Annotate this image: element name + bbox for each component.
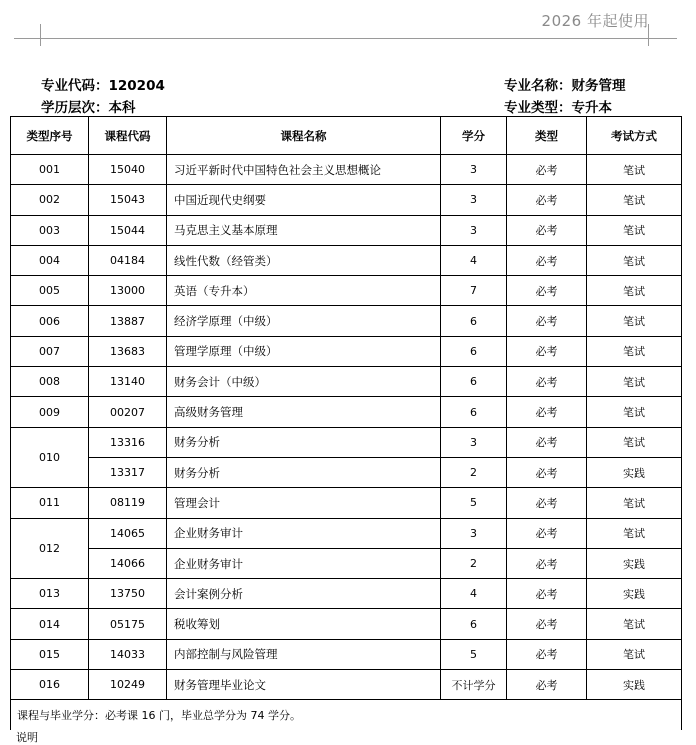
- cell-credit: 6: [441, 306, 507, 336]
- cell-name: 财务分析: [167, 457, 441, 487]
- cell-type: 必考: [507, 670, 587, 700]
- corner-mark-top-left: [14, 24, 41, 39]
- table-row: [11, 185, 682, 215]
- table-row: [11, 609, 682, 639]
- cell-credit: 2: [441, 457, 507, 487]
- cell-type: 必考: [507, 518, 587, 548]
- cell-code: 05175: [89, 609, 167, 639]
- cell-exam: 笔试: [587, 488, 682, 518]
- cell-name: 线性代数（经管类）: [167, 245, 441, 275]
- cell-code: 15043: [89, 185, 167, 215]
- cell-credit: 4: [441, 579, 507, 609]
- cell-type: 必考: [507, 185, 587, 215]
- cell-exam: 实践: [587, 457, 682, 487]
- cell-credit: 3: [441, 427, 507, 457]
- cell-credit: 6: [441, 609, 507, 639]
- corner-mark-top-right: [648, 24, 677, 39]
- cell-code: 00207: [89, 397, 167, 427]
- summary-row: [11, 700, 682, 731]
- cell-type: 必考: [507, 215, 587, 245]
- cell-code: 08119: [89, 488, 167, 518]
- table-row: [11, 306, 682, 336]
- table-row: [11, 457, 682, 487]
- cell-exam: 笔试: [587, 336, 682, 366]
- cell-name: 马克思主义基本原理: [167, 215, 441, 245]
- cell-name: 财务会计（中级）: [167, 367, 441, 397]
- cell-name: 企业财务审计: [167, 518, 441, 548]
- cell-type: 必考: [507, 336, 587, 366]
- cell-name: 高级财务管理: [167, 397, 441, 427]
- table-row: [11, 397, 682, 427]
- cell-type: 必考: [507, 155, 587, 185]
- cell-exam: 笔试: [587, 306, 682, 336]
- cell-name: 经济学原理（中级）: [167, 306, 441, 336]
- major-code: 专业代码：120204: [41, 78, 165, 94]
- cell-name: 内部控制与风险管理: [167, 639, 441, 669]
- table-row: [11, 548, 682, 578]
- cell-credit: 3: [441, 215, 507, 245]
- table-row: [11, 276, 682, 306]
- cell-seq: 009: [11, 397, 89, 427]
- cell-name: 财务分析: [167, 427, 441, 457]
- table-row: [11, 367, 682, 397]
- cell-code: 14033: [89, 639, 167, 669]
- cell-credit: 5: [441, 488, 507, 518]
- cell-credit: 3: [441, 155, 507, 185]
- cell-credit: 3: [441, 518, 507, 548]
- major-name: 专业名称：财务管理: [504, 78, 626, 94]
- cell-type: 必考: [507, 488, 587, 518]
- cell-code: 13000: [89, 276, 167, 306]
- cell-credit: 2: [441, 548, 507, 578]
- cell-code: 13140: [89, 367, 167, 397]
- cell-exam: 笔试: [587, 155, 682, 185]
- cell-credit: 6: [441, 336, 507, 366]
- cell-seq: 005: [11, 276, 89, 306]
- notes-heading: 说明: [16, 731, 38, 744]
- table-row: [11, 215, 682, 245]
- cell-exam: 笔试: [587, 245, 682, 275]
- cell-type: 必考: [507, 367, 587, 397]
- cell-name: 企业财务审计: [167, 548, 441, 578]
- cell-seq: 010: [11, 427, 89, 488]
- header-exam: 考试方式: [587, 117, 682, 155]
- header-name: 课程名称: [167, 117, 441, 155]
- corner-mark-tr-tick: [648, 38, 650, 46]
- cell-exam: 笔试: [587, 215, 682, 245]
- cell-credit: 6: [441, 367, 507, 397]
- education-level: 学历层次：本科: [41, 100, 136, 116]
- cell-type: 必考: [507, 579, 587, 609]
- cell-exam: 笔试: [587, 639, 682, 669]
- cell-type: 必考: [507, 397, 587, 427]
- cell-type: 必考: [507, 427, 587, 457]
- cell-seq: 001: [11, 155, 89, 185]
- cell-seq: 002: [11, 185, 89, 215]
- table-row: [11, 488, 682, 518]
- header-credit: 学分: [441, 117, 507, 155]
- major-type: 专业类型：专升本: [504, 100, 612, 116]
- cell-type: 必考: [507, 245, 587, 275]
- cell-exam: 笔试: [587, 367, 682, 397]
- cell-code: 15040: [89, 155, 167, 185]
- cell-exam: 实践: [587, 548, 682, 578]
- cell-exam: 笔试: [587, 397, 682, 427]
- cell-seq: 012: [11, 518, 89, 579]
- cell-code: 14066: [89, 548, 167, 578]
- cell-exam: 笔试: [587, 518, 682, 548]
- cell-exam: 实践: [587, 579, 682, 609]
- credit-summary: 课程与毕业学分：必考课 16 门，毕业总学分为 74 学分。: [11, 700, 682, 731]
- cell-exam: 笔试: [587, 276, 682, 306]
- cell-credit: 6: [441, 397, 507, 427]
- header-type: 类型: [507, 117, 587, 155]
- cell-seq: 013: [11, 579, 89, 609]
- header-seq: 类型序号: [11, 117, 89, 155]
- cell-seq: 004: [11, 245, 89, 275]
- cell-code: 14065: [89, 518, 167, 548]
- cell-code: 10249: [89, 670, 167, 700]
- cell-credit: 4: [441, 245, 507, 275]
- cell-code: 13887: [89, 306, 167, 336]
- cell-seq: 003: [11, 215, 89, 245]
- cell-name: 英语（专升本）: [167, 276, 441, 306]
- table-row: [11, 336, 682, 366]
- table-header-row: [11, 117, 682, 155]
- header-code: 课程代码: [89, 117, 167, 155]
- cell-name: 中国近现代史纲要: [167, 185, 441, 215]
- cell-seq: 006: [11, 306, 89, 336]
- cell-code: 04184: [89, 245, 167, 275]
- cell-seq: 016: [11, 670, 89, 700]
- cell-seq: 015: [11, 639, 89, 669]
- table-row: [11, 639, 682, 669]
- table-row: [11, 427, 682, 457]
- cell-seq: 008: [11, 367, 89, 397]
- cell-code: 13317: [89, 457, 167, 487]
- corner-mark-tl-tick: [40, 38, 42, 46]
- cell-type: 必考: [507, 306, 587, 336]
- cell-seq: 011: [11, 488, 89, 518]
- cell-code: 13316: [89, 427, 167, 457]
- cell-name: 习近平新时代中国特色社会主义思想概论: [167, 155, 441, 185]
- cell-credit: 3: [441, 185, 507, 215]
- cell-exam: 笔试: [587, 427, 682, 457]
- header-rule: [40, 38, 648, 39]
- cell-exam: 实践: [587, 670, 682, 700]
- cell-code: 15044: [89, 215, 167, 245]
- cell-type: 必考: [507, 639, 587, 669]
- cell-credit: 5: [441, 639, 507, 669]
- cell-name: 管理学原理（中级）: [167, 336, 441, 366]
- cell-type: 必考: [507, 609, 587, 639]
- cell-exam: 笔试: [587, 185, 682, 215]
- course-table: [10, 116, 682, 730]
- cell-name: 管理会计: [167, 488, 441, 518]
- table-row: [11, 518, 682, 548]
- cell-exam: 笔试: [587, 609, 682, 639]
- cell-name: 税收筹划: [167, 609, 441, 639]
- table-row: [11, 155, 682, 185]
- cell-seq: 014: [11, 609, 89, 639]
- cell-code: 13750: [89, 579, 167, 609]
- table-row: [11, 670, 682, 700]
- cell-type: 必考: [507, 548, 587, 578]
- cell-type: 必考: [507, 276, 587, 306]
- cell-name: 会计案例分析: [167, 579, 441, 609]
- cell-type: 必考: [507, 457, 587, 487]
- header-note: 2026 年起使用: [541, 12, 649, 30]
- cell-seq: 007: [11, 336, 89, 366]
- cell-code: 13683: [89, 336, 167, 366]
- table-row: [11, 579, 682, 609]
- cell-credit: 不计学分: [441, 670, 507, 700]
- table-row: [11, 245, 682, 275]
- cell-credit: 7: [441, 276, 507, 306]
- cell-name: 财务管理毕业论文: [167, 670, 441, 700]
